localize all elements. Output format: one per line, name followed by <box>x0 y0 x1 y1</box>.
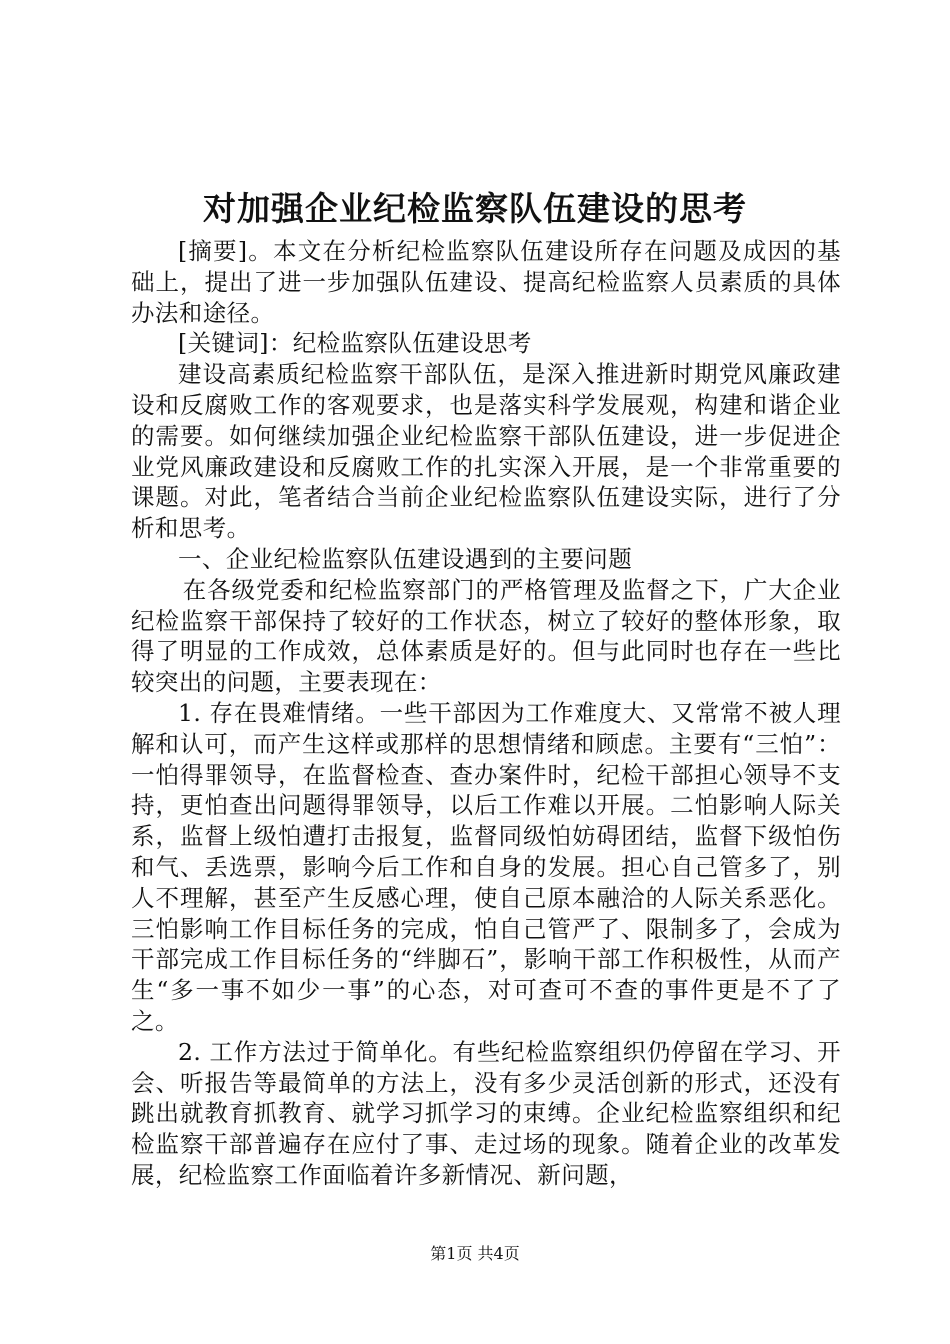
document-body <box>131 236 841 1191</box>
body-paragraph: 2. 工作方法过于简单化。有些纪检监察组织仍停留在学习、开会、听报告等最简单的方法上，没有多少灵活创新的形式，还没有跳出就教育抓教育、就学习抓学习的束缚。企业纪检监察组织和纪检监察干部普遍存在应付了事、走过场的现象。随着企业的改革发展，纪检监察工作面临着许多新情况、新问题， <box>131 1037 841 1189</box>
abstract-paragraph: [摘要]。本文在分析纪检监察队伍建设所存在问题及成因的基础上，提出了进一步加强队伍建设、提高纪检监察人员素质的具体办法和途径。 <box>131 237 841 327</box>
intro-paragraph: 建设高素质纪检监察干部队伍，是深入推进新时期党风廉政建设和反腐败工作的客观要求，也是落实科学发展观，构建和谐企业的需要。如何继续加强企业纪检监察干部队伍建设，进一步促进企业党风廉政建设和反腐败工作的扎实深入开展，是一个非常重要的课题。对此，笔者结合当前企业纪检监察队伍建设实际，进行了分析和思考。 <box>131 360 841 543</box>
body-paragraph: 在各级党委和纪检监察部门的严格管理及监督之下，广大企业纪检监察干部保持了较好的工作状态，树立了较好的整体形象，取得了明显的工作成效，总体素质是好的。但与此同时也存在一些比较突出的问题，主要表现在： <box>131 575 841 697</box>
document-title: 对加强企业纪检监察队伍建设的思考 <box>203 189 747 228</box>
body-paragraph: 1. 存在畏难情绪。一些干部因为工作难度大、又常常不被人理解和认可，而产生这样或那样的思想情绪和顾虑。主要有“三怕”：一怕得罪领导，在监督检查、查办案件时，纪检干部担心领导不支持，更怕查出问题得罪领导，以后工作难以开展。二怕影响人际关系，监督上级怕遭打击报复，监督同级怕妨碍团结，监督下级怕伤和气、丢选票，影响今后工作和自身的发展。担心自己管多了，别人不理解，甚至产生反感心理，使自己原本融洽的人际关系恶化。三怕影响工作目标任务的完成，怕自己管严了、限制多了，会成为干部完成工作目标任务的“绊脚石”，影响干部工作积极性，从而产生“多一事不如少一事”的心态，对可查可不查的事件更是不了了之。 <box>131 698 841 1035</box>
section-heading: 一、企业纪检监察队伍建设遇到的主要问题 <box>178 544 633 573</box>
page-footer: 第1页 共4页 <box>430 1244 520 1263</box>
keywords-paragraph: [关键词]：纪检监察队伍建设思考 <box>178 329 532 358</box>
